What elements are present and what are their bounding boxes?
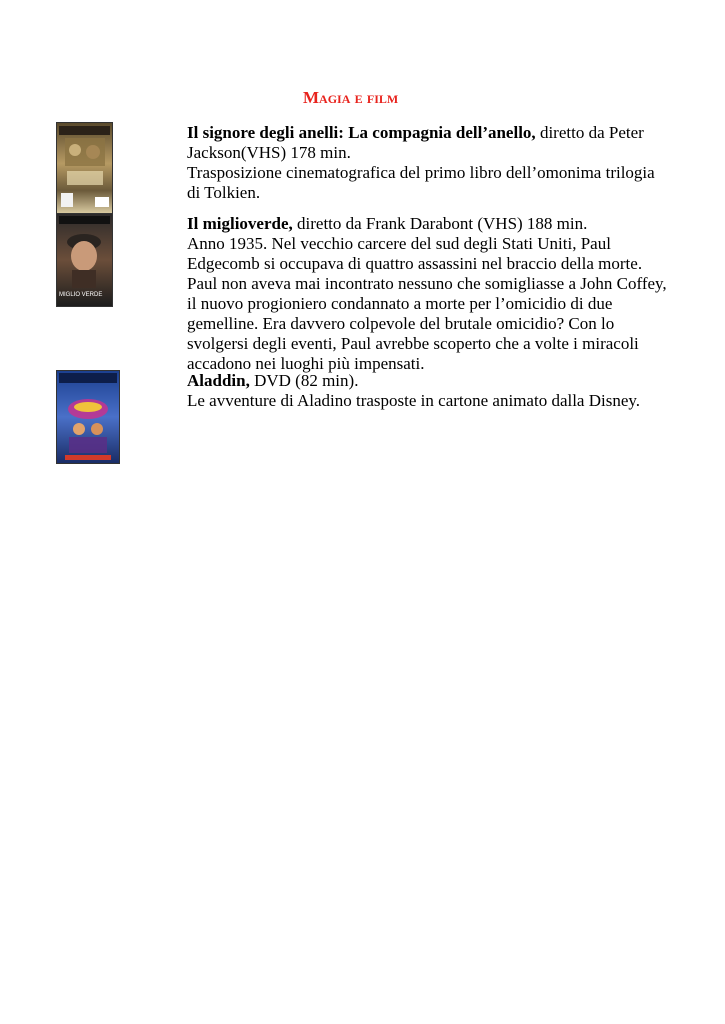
film-description-line: Anno 1935. Nel vecchio carcere del sud degli Stati Uniti, Paul bbox=[187, 234, 611, 253]
film-entry-lotr bbox=[187, 123, 687, 203]
film-meta-continued: Jackson(VHS) 178 min. bbox=[187, 143, 351, 162]
film-entry-aladdin bbox=[187, 371, 687, 411]
green-mile-vhs-cover-icon bbox=[56, 213, 113, 307]
aladdin-dvd-cover-icon bbox=[56, 370, 120, 464]
film-description-line: Trasposizione cinematografica del primo libro dell’omonima trilogia bbox=[187, 163, 655, 182]
film-meta: diretto da Peter bbox=[535, 123, 644, 142]
entry-first-line bbox=[187, 123, 687, 143]
film-title: Il miglioverde, bbox=[187, 214, 293, 233]
film-meta: DVD (82 min). bbox=[249, 371, 359, 390]
film-entry-green-mile bbox=[187, 214, 687, 374]
film-title: Il signore degli anelli: La compagnia dell’anello, bbox=[187, 123, 536, 142]
cover-text: MIGLIO VERDE bbox=[59, 292, 103, 298]
film-description-line: svolgersi degli eventi, Paul avrebbe scoperto che a volte i miracoli bbox=[187, 334, 639, 353]
film-title: Aladdin, bbox=[187, 371, 250, 390]
film-meta: diretto da Frank Darabont (VHS) 188 min. bbox=[292, 214, 588, 233]
film-description-line: Edgecomb si occupava di quattro assassini nel braccio della morte. bbox=[187, 254, 643, 273]
page-title: Magia e film bbox=[303, 88, 399, 107]
film-description-line: Le avventure di Aladino trasposte in cartone animato dalla Disney. bbox=[187, 391, 641, 410]
entry-first-line bbox=[187, 371, 687, 391]
film-description-line: accadono nei luoghi più impensati. bbox=[187, 354, 425, 373]
film-description-line: di Tolkien. bbox=[187, 183, 261, 202]
entry-first-line bbox=[187, 214, 687, 234]
lotr-vhs-cover-icon bbox=[56, 122, 113, 214]
film-description-line: Paul non aveva mai incontrato nessuno che somigliasse a John Coffey, bbox=[187, 274, 667, 293]
film-description-line: gemelline. Era davvero colpevole del brutale omicidio? Con lo bbox=[187, 314, 615, 333]
film-description-line: il nuovo progioniero condannato a morte per l’omicidio di due bbox=[187, 294, 613, 313]
